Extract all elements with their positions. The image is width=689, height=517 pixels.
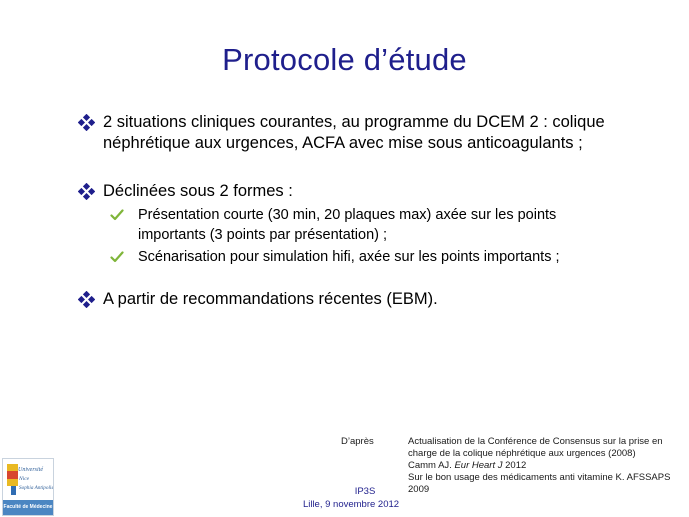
reference-3-line-2: 2009 <box>408 484 430 495</box>
references-label: D’après <box>341 436 374 447</box>
sub-bullet-1 <box>78 205 668 245</box>
sub-bullet-2-line-1: Scénarisation pour simulation hifi, axée sur les points importants ; <box>138 249 560 265</box>
diamond-bullet-icon <box>78 291 95 308</box>
logo-faculty-band: Faculté de Médecine <box>3 500 53 515</box>
reference-2 <box>408 460 684 472</box>
university-logo <box>2 458 54 516</box>
bullet-3-line-1: A partir de recommandations récentes (EBM). <box>103 290 438 308</box>
bullet-1-text <box>78 112 668 154</box>
logo-sophia-word: Sophia Antipolis <box>19 485 53 491</box>
diamond-bullet-icon <box>78 183 95 200</box>
reference-3-line-1: Sur le bon usage des médicaments anti vitamine K. AFSSAPS <box>408 472 671 483</box>
bullet-3-text <box>78 289 668 310</box>
bullet-3 <box>78 289 668 310</box>
logo-university-word: Université <box>18 467 43 473</box>
slide-title: Protocole d’étude <box>222 42 467 77</box>
footer-event: IP3S <box>354 486 376 497</box>
sub-bullet-1-line-2: importants (3 points par présentation) ; <box>138 227 388 243</box>
reference-1-line-1: Actualisation de la Conférence de Consensus sur la prise en <box>408 436 663 447</box>
bullet-1-line-1: 2 situations cliniques courantes, au programme du DCEM 2 : colique <box>103 113 605 131</box>
sub-bullet-1-line-1: Présentation courte (30 min, 20 plaques max) axée sur les points <box>138 207 557 223</box>
bullet-2-text <box>78 181 668 202</box>
bullet-2-line-1: Déclinées sous 2 formes : <box>103 182 293 200</box>
reference-1-line-2: charge de la colique néphrétique aux urgences (2008) <box>408 448 636 459</box>
sub-bullet-2 <box>78 247 668 267</box>
diamond-bullet-icon <box>78 114 95 131</box>
footer-place-date: Lille, 9 novembre 2012 <box>302 499 400 510</box>
reference-2-journal: Eur Heart J <box>454 460 503 471</box>
bullet-1 <box>78 112 668 154</box>
bullet-1-line-2: néphrétique aux urgences, ACFA avec mise sous anticoagulants ; <box>103 134 583 152</box>
university-logo-emblem <box>3 459 53 499</box>
references-list <box>408 436 684 496</box>
checkmark-icon <box>110 250 124 264</box>
reference-2-year: 2012 <box>505 460 527 471</box>
reference-2-author: Camm AJ. <box>408 460 452 471</box>
checkmark-icon <box>110 208 124 222</box>
bullet-2 <box>78 181 668 267</box>
logo-nice-word: Nice <box>19 476 30 482</box>
